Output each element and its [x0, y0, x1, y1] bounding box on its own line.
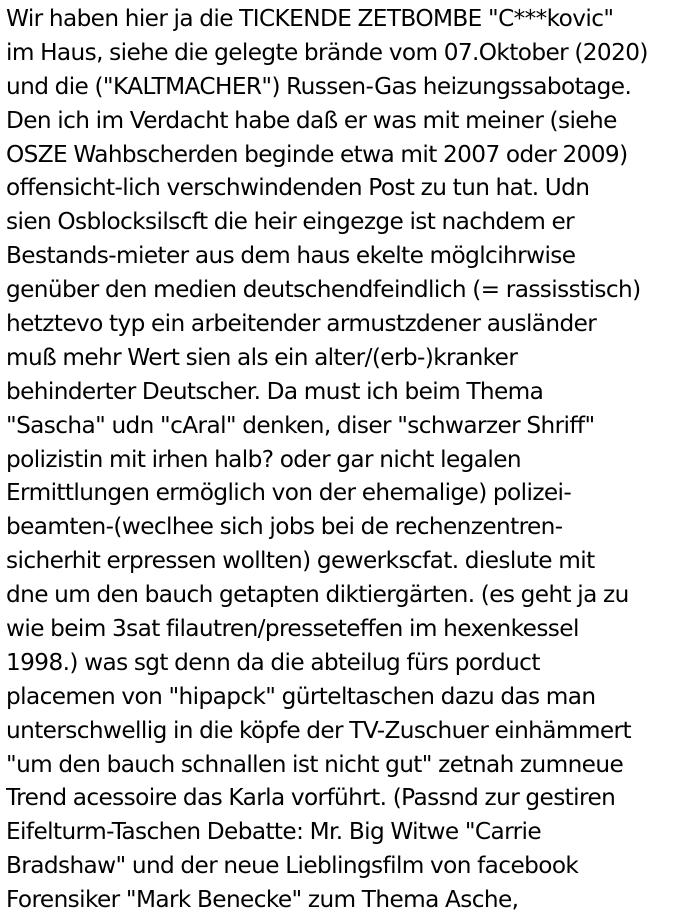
- text-line-3: und die ("KALTMACHER") Russen-Gas heizungssabotage.: [6, 72, 632, 100]
- text-line-13: "Sascha" udn "cAral" denken, diser "schwarzer Shriff": [6, 411, 595, 439]
- text-line-19: wie beim 3sat filautren/presseteffen im hexenkessel: [6, 615, 579, 643]
- text-line-17: sicherhit erpressen wollten) gewerkscfat. dieslute mit: [6, 547, 595, 575]
- text-line-5: OSZE Wahbscherden beginde etwa mit 2007 oder 2009): [6, 140, 628, 168]
- text-line-15: Ermittlungen ermöglich von der ehemalige) polizei-: [6, 479, 572, 507]
- text-line-16: beamten-(weclhee sich jobs bei de rechenzentren-: [6, 513, 563, 541]
- text-line-4: Den ich im Verdacht habe daß er was mit meiner (siehe: [6, 106, 617, 134]
- text-line-12: behinderter Deutscher. Da must ich beim Thema: [6, 377, 544, 405]
- text-line-25: Eifelturm-Taschen Debatte: Mr. Big Witwe "Carrie: [6, 818, 542, 846]
- text-line-2: im Haus, siehe die gelegte brände vom 07.Oktober (2020): [6, 38, 648, 66]
- text-line-8: Bestands-mieter aus dem haus ekelte möglcihrwise: [6, 242, 576, 270]
- text-line-26: Bradshaw" und der neue Lieblingsfilm von facebook: [6, 852, 579, 880]
- text-line-1: Wir haben hier ja die TICKENDE ZETBOMBE "C***kovic": [6, 5, 614, 32]
- text-line-18: dne um den bauch getapten diktiergärten. (es geht ja zu: [6, 581, 629, 609]
- text-line-6: offensicht-lich verschwindenden Post zu tun hat. Udn: [6, 174, 590, 202]
- text-line-22: unterschwellig in die köpfe der TV-Zuschuer einhämmert: [6, 716, 631, 744]
- text-line-14: polizistin mit irhen halb? oder gar nicht legalen: [6, 445, 522, 473]
- text-line-23: "um den bauch schnallen ist nicht gut" zetnah zumneue: [6, 750, 624, 778]
- document-text: [6, 2, 682, 917]
- text-line-11: muß mehr Wert sien als ein alter/(erb-)kranker: [6, 343, 518, 371]
- text-line-20: 1998.) was sgt denn da die abteilug fürs porduct: [6, 648, 540, 676]
- text-line-10: hetztevo typ ein arbeitender armustzdener ausländer: [6, 310, 597, 338]
- text-line-21: placemen von "hipapck" gürteltaschen dazu das man: [6, 682, 596, 710]
- text-line-24: Trend acessoire das Karla vorführt. (Passnd zur gestiren: [6, 784, 616, 812]
- text-line-27: Forensiker "Mark Benecke" zum Thema Asche,: [6, 886, 519, 914]
- text-line-7: sien Osblocksilscft die heir eingezge ist nachdem er: [6, 208, 575, 236]
- text-line-9: genüber den medien deutschendfeindlich (= rassisstisch): [6, 276, 641, 304]
